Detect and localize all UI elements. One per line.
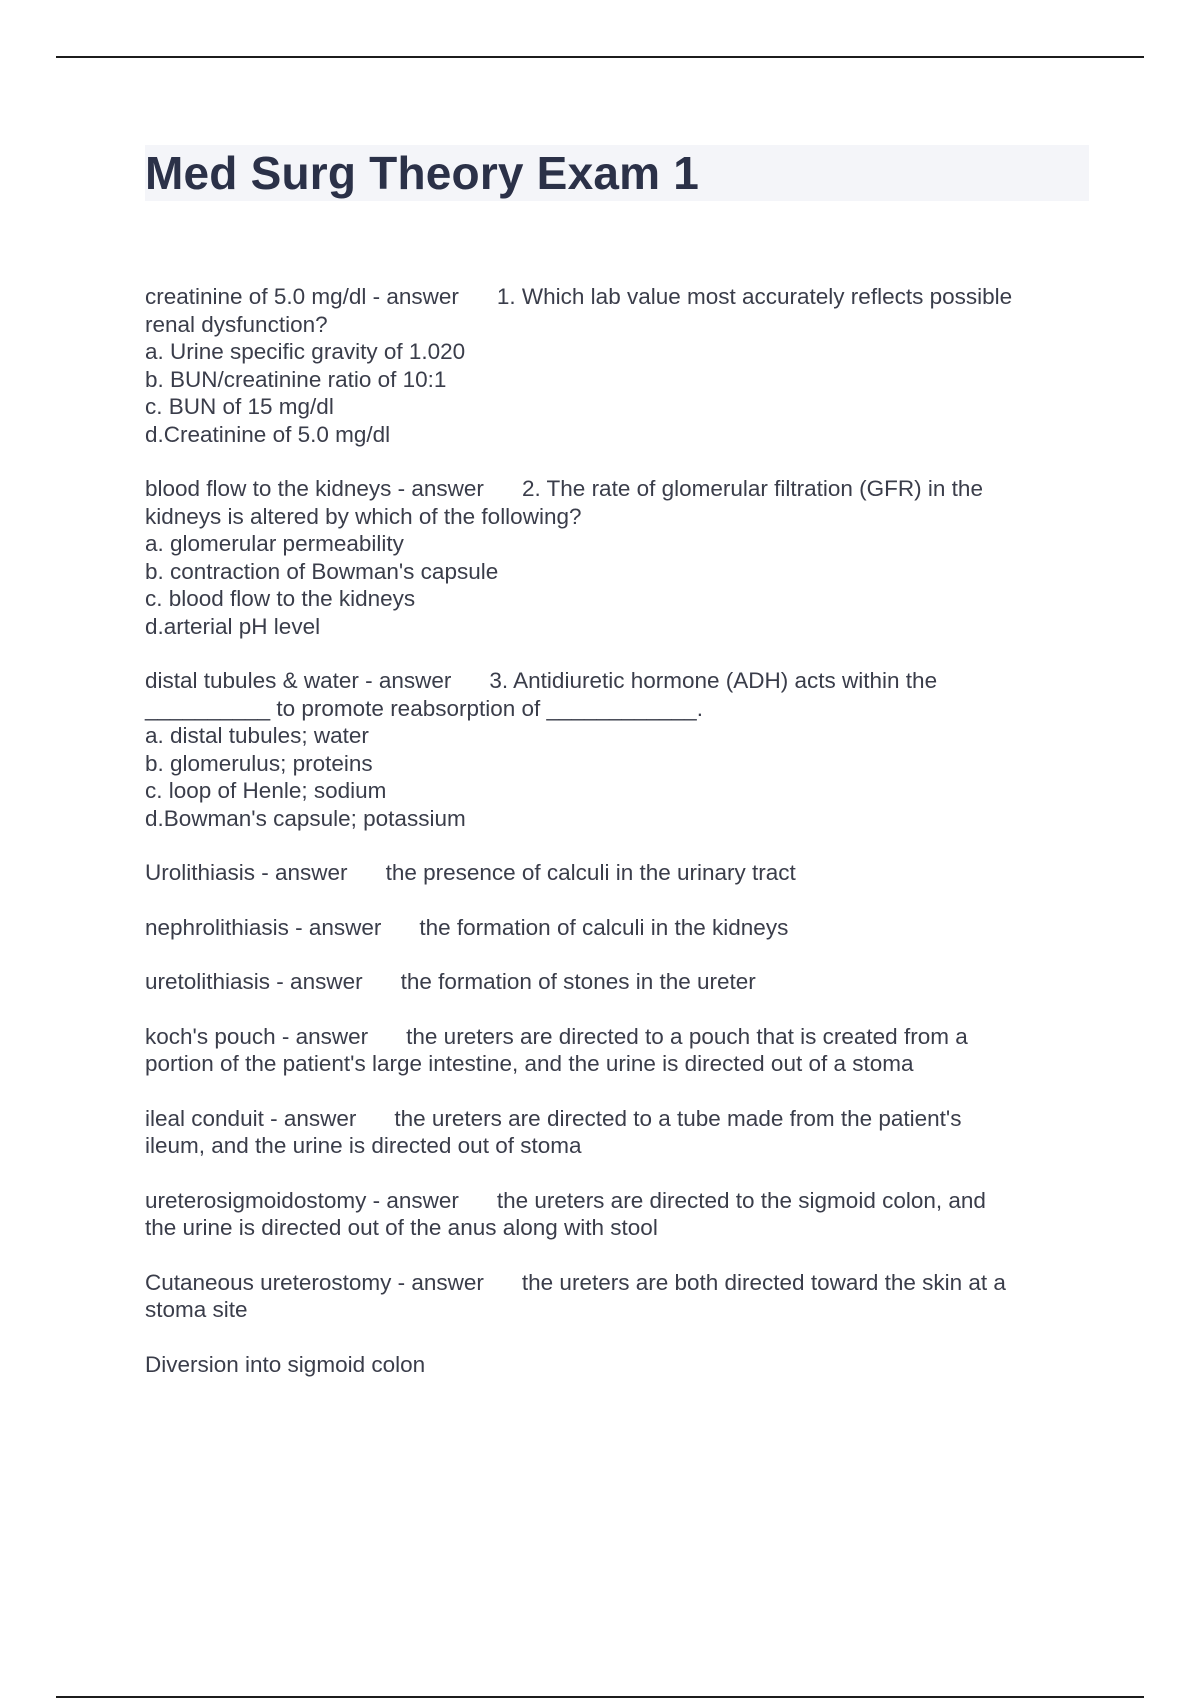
card-8 <box>145 1105 1085 1160</box>
card-1-question-line1: 1. Which lab value most accurately reflects possible <box>496 284 1013 309</box>
card-4-term: Urolithiasis - answer <box>145 860 348 885</box>
card-6-definition: the formation of stones in the ureter <box>400 969 756 994</box>
card-1-option-a: a. Urine specific gravity of 1.020 <box>145 339 466 364</box>
card-3-question-line2: __________ to promote reabsorption of ____________. <box>145 695 703 721</box>
card-10-definition-line1: the ureters are both directed toward the skin at a <box>521 1269 1006 1295</box>
card-2-first-line <box>145 475 1085 503</box>
card-8-term: ileal conduit - answer <box>145 1105 357 1131</box>
card-8-definition-line2: ileum, and the urine is directed out of stoma <box>145 1133 582 1158</box>
card-3-option-d: d.Bowman's capsule; potassium <box>145 805 466 831</box>
card-5-term: nephrolithiasis - answer <box>145 914 382 940</box>
card-1-option-d: d.Creatinine of 5.0 mg/dl <box>145 421 391 447</box>
card-9-term: ureterosigmoidostomy - answer <box>145 1187 459 1213</box>
card-9 <box>145 1187 1085 1242</box>
card-2 <box>145 475 1085 640</box>
card-3-option-a: a. distal tubules; water <box>145 723 369 748</box>
card-2-option-c: c. blood flow to the kidneys <box>145 586 416 611</box>
card-8-definition-line1: the ureters are directed to a tube made from the patient's <box>394 1105 962 1131</box>
card-1 <box>145 283 1085 448</box>
card-2-option-a: a. glomerular permeability <box>145 531 404 556</box>
card-11 <box>145 1351 1085 1379</box>
card-7-definition-line2: portion of the patient's large intestine, and the urine is directed out of a stoma <box>145 1051 914 1076</box>
card-3-option-c: c. loop of Henle; sodium <box>145 778 387 803</box>
card-3-term: distal tubules & water - answer <box>145 668 452 693</box>
card-5-definition: the formation of calculi in the kidneys <box>419 914 789 940</box>
card-6 <box>145 968 1085 996</box>
card-2-option-d: d.arterial pH level <box>145 613 321 639</box>
card-10-term: Cutaneous ureterostomy - answer <box>145 1269 484 1295</box>
card-3-question-line1: 3. Antidiuretic hormone (ADH) acts within the <box>489 668 938 693</box>
card-10 <box>145 1269 1085 1324</box>
card-3 <box>145 667 1085 832</box>
card-1-term: creatinine of 5.0 mg/dl - answer <box>145 284 459 309</box>
card-9-definition-line1: the ureters are directed to the sigmoid colon, and <box>496 1187 986 1213</box>
card-2-term: blood flow to the kidneys - answer <box>145 476 484 501</box>
card-1-option-b: b. BUN/creatinine ratio of 10:1 <box>145 366 447 392</box>
card-2-question-line2: kidneys is altered by which of the following? <box>145 503 582 529</box>
top-rule <box>56 56 1144 58</box>
card-2-option-b: b. contraction of Bowman's capsule <box>145 558 499 584</box>
card-7 <box>145 1023 1085 1078</box>
bottom-rule <box>56 1696 1144 1698</box>
flashcard-list <box>145 283 1085 1405</box>
card-5 <box>145 914 1085 942</box>
card-1-option-c: c. BUN of 15 mg/dl <box>145 394 334 419</box>
card-7-term: koch's pouch - answer <box>145 1023 369 1049</box>
card-4 <box>145 859 1085 887</box>
card-1-first-line <box>145 283 1085 311</box>
card-11-term: Diversion into sigmoid colon <box>145 1351 426 1377</box>
card-3-first-line <box>145 667 1085 695</box>
card-10-definition-line2: stoma site <box>145 1297 248 1322</box>
card-6-term: uretolithiasis - answer <box>145 969 363 994</box>
card-1-question-line2: renal dysfunction? <box>145 311 328 337</box>
card-3-option-b: b. glomerulus; proteins <box>145 750 373 776</box>
card-7-definition-line1: the ureters are directed to a pouch that is created from a <box>406 1023 968 1049</box>
card-2-question-line1: 2. The rate of glomerular filtration (GFR) in the <box>521 476 983 501</box>
card-4-definition: the presence of calculi in the urinary tract <box>385 860 796 885</box>
card-9-definition-line2: the urine is directed out of the anus along with stool <box>145 1215 658 1240</box>
page-title: Med Surg Theory Exam 1 <box>145 147 699 199</box>
